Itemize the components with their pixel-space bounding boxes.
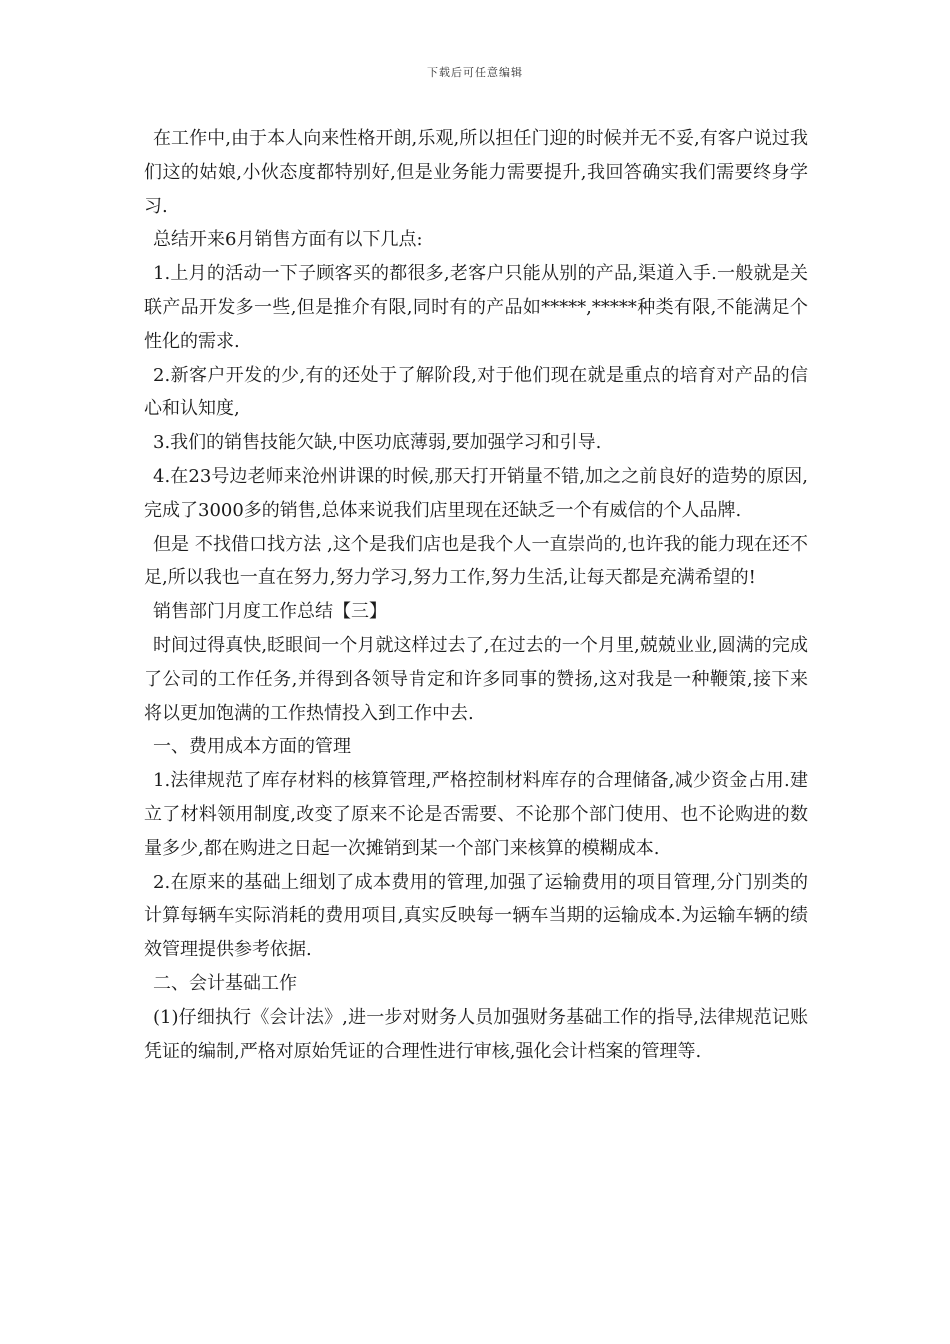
document-body [144,122,808,1068]
paragraph-motto: 但是 不找借口找方法 ,这个是我们店也是我个人一直崇尚的,也许我的能力现在还不足,所以我也一直在努力,努力学习,努力工作,努力生活,让每天都是充满希望的! [144,533,808,589]
section-title-summary-3: 销售部门月度工作总结【三】 [153,601,387,623]
paragraph-point-1: 1.上月的活动一下子顾客买的都很多,老客户只能从别的产品,渠道入手.一般就是关联产品开发多一些,但是推介有限,同时有的产品如*****,*****种类有限,不能满足个性化的需求. [144,263,808,352]
paragraph-accounting-item-1: (1)仔细执行《会计法》,进一步对财务人员加强财务基础工作的指导,法律规范记账凭证的编制,严格对原始凭证的合理性进行审核,强化会计档案的管理等. [144,1006,808,1062]
section-heading-accounting-basics: 二、会计基础工作 [153,972,297,994]
paragraph-cost-item-2: 2.在原来的基础上细划了成本费用的管理,加强了运输费用的项目管理,分门别类的计算每辆车实际消耗的费用项目,真实反映每一辆车当期的运输成本.为运输车辆的绩效管理提供参考依据. [144,871,808,961]
paragraph-work-attitude: 在工作中,由于本人向来性格开朗,乐观,所以担任门迎的时候并无不妥,有客户说过我们这的姑娘,小伙态度都特别好,但是业务能力需要提升,我回答确实我们需要终身学习. [144,128,808,217]
paragraph-point-3: 3.我们的销售技能欠缺,中医功底薄弱,要加强学习和引导. [153,432,602,454]
paragraph-month-review: 时间过得真快,眨眼间一个月就这样过去了,在过去的一个月里,兢兢业业,圆满的完成了公司的工作任务,并得到各领导肯定和许多同事的赞扬,这对我是一种鞭策,接下来将以更加饱满的工作热情投入到工作中去. [144,634,808,724]
paragraph-point-2: 2.新客户开发的少,有的还处于了解阶段,对于他们现在就是重点的培育对产品的信心和认知度, [144,364,808,420]
paragraph-june-summary-intro: 总结开来6月销售方面有以下几点: [153,229,423,251]
paragraph-cost-item-1: 1.法律规范了库存材料的核算管理,严格控制材料库存的合理储备,减少资金占用.建立了材料领用制度,改变了原来不论是否需要、不论那个部门使用、也不论购进的数量多少,都在购进之日起一次摊销到某一个部门来核算的模糊成本. [144,770,808,859]
paragraph-point-4: 4.在23号边老师来沧州讲课的时候,那天打开销量不错,加之之前良好的造势的原因,完成了3000多的销售,总体来说我们店里现在还缺乏一个有威信的个人品牌. [144,465,808,521]
section-heading-cost-management: 一、费用成本方面的管理 [153,736,351,758]
page-header-note: 下载后可任意编辑 [427,66,523,79]
